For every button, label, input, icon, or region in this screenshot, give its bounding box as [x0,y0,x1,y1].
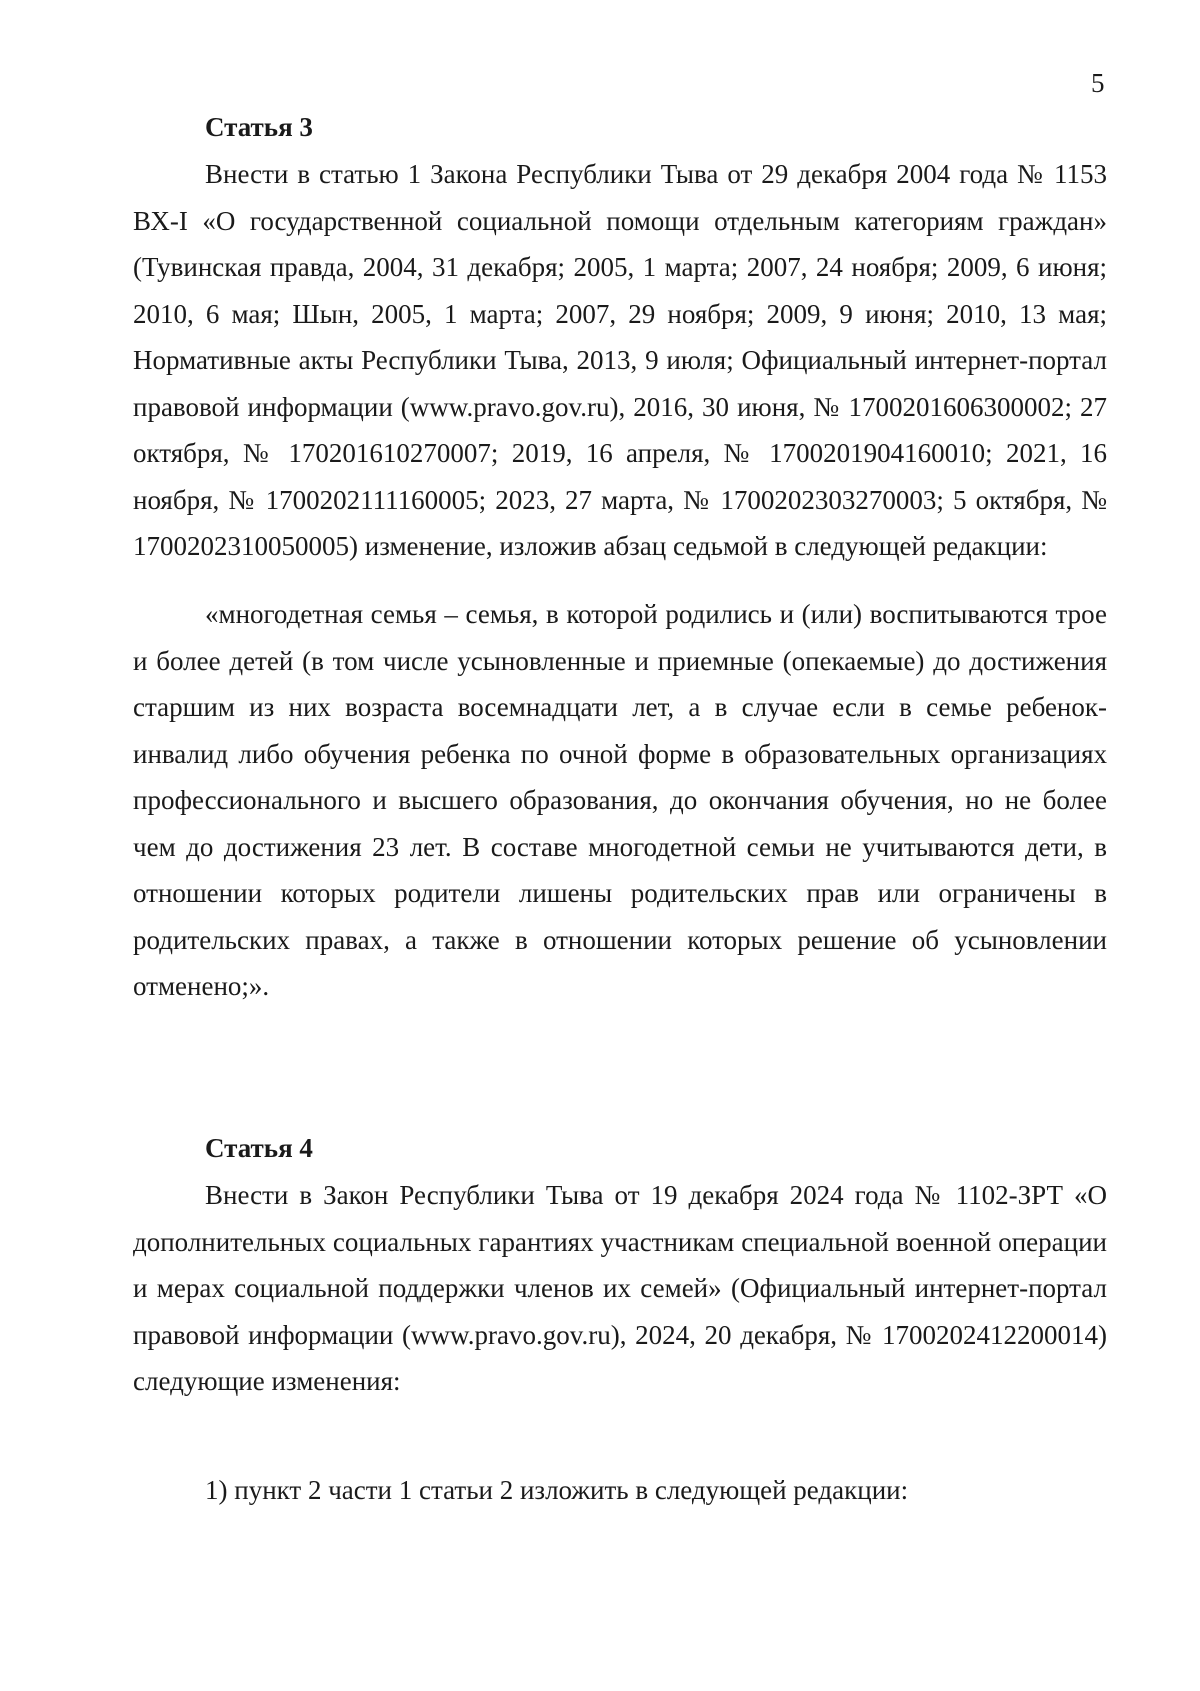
article-4-intro-paragraph: Внести в Закон Республики Тыва от 19 декабря 2024 года № 1102-ЗРТ «О дополнительных социальных гарантиях участникам специальной военной операции и мерах социальной поддержки членов их семей» (Официальный интернет-портал правовой информации (www.pravo.gov.ru), 2024, 20 декабря, № 1700202412200014) следующие изменения: [133,1180,1107,1396]
article-4-item-1: 1) пункт 2 части 1 статьи 2 изложить в следующей редакции: [205,1475,909,1505]
article-4-heading: Статья 4 [205,1133,313,1163]
article-3-intro-paragraph: Внести в статью 1 Закона Республики Тыва от 29 декабря 2004 года № 1153 ВХ-I «О государственной социальной помощи отдельным категориям граждан» (Тувинская правда, 2004, 31 декабря; 2005, 1 марта; 2007, 24 ноября; 2009, 6 июня; 2010, 6 мая; Шын, 2005, 1 марта; 2007, 29 ноября; 2009, 9 июня; 2010, 13 мая; Нормативные акты Республики Тыва, 2013, 9 июля; Официальный интернет-портал правовой информации (www.pravo.gov.ru), 2016, 30 июня, № 1700201606300002; 27 октября, № 170201610270007; 2019, 16 апреля, № 1700201904160010; 2021, 16 ноября, № 1700202111160005; 2023, 27 марта, № 1700202303270003; 5 октября, № 1700202310050005) изменение, изложив абзац седьмой в следующей редакции: [133,159,1107,561]
article-3-quote-paragraph: «многодетная семья – семья, в которой родились и (или) воспитываются трое и более детей (в том числе усыновленные и приемные (опекаемые) до достижения старшим из них возраста восемнадцати лет, а в случае если в семье ребенок-инвалид либо обучения ребенка по очной форме в образовательных организациях профессионального и высшего образования, до окончания обучения, но не более чем до достижения 23 лет. В составе многодетной семьи не учитываются дети, в отношении которых родители лишены родительских прав или ограничены в родительских правах, а также в отношении которых решение об усыновлении отменено;». [133,599,1107,1001]
article-3-heading: Статья 3 [205,112,313,142]
page-number: 5 [1091,68,1105,98]
